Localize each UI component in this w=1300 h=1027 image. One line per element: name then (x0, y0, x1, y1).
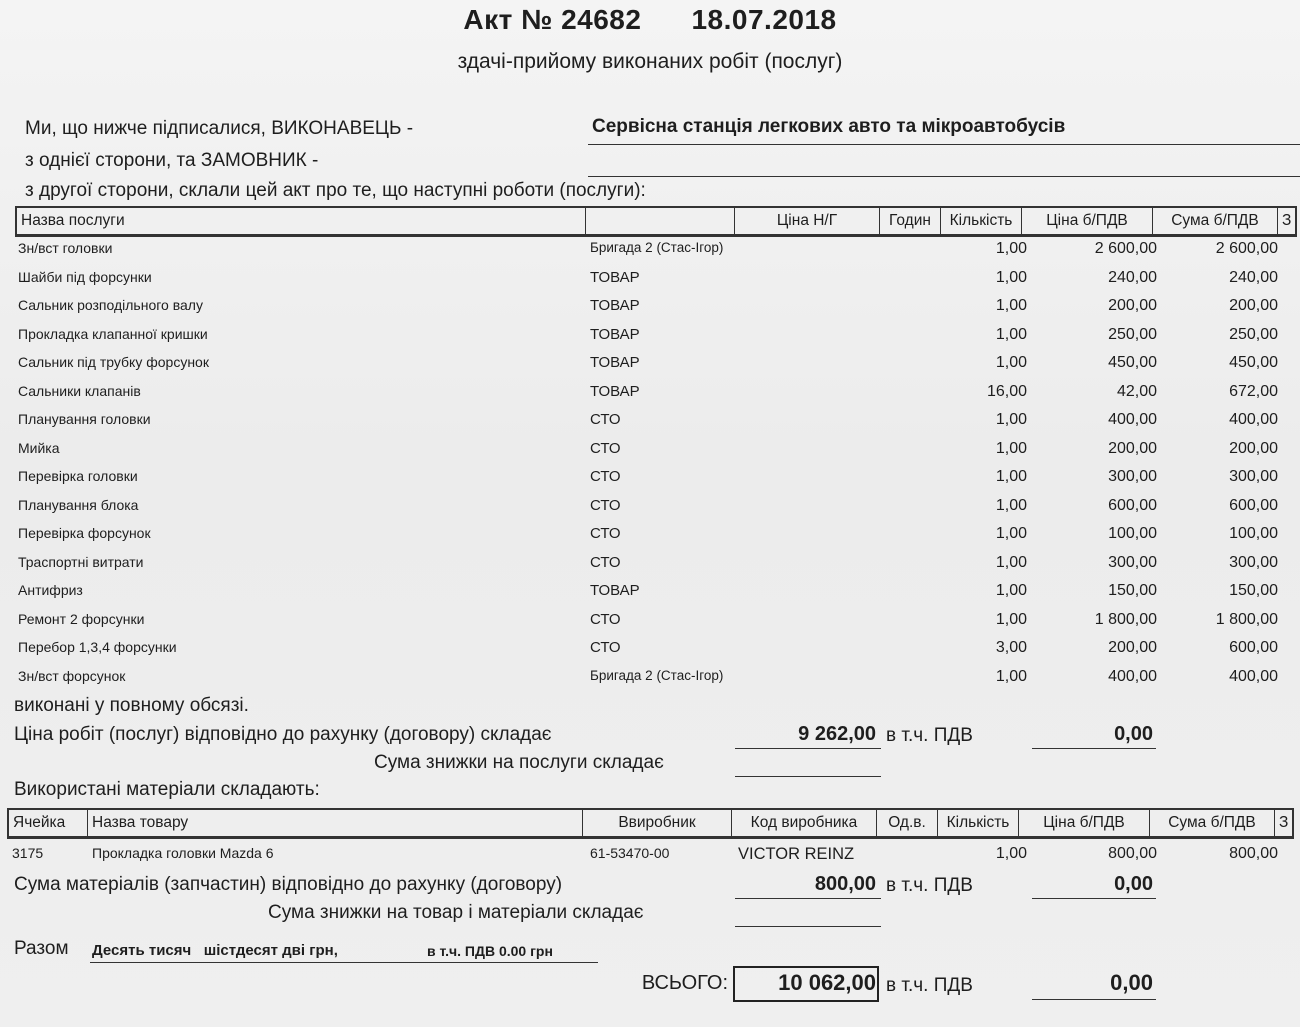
service-sum: 200,00 (1229, 297, 1278, 314)
col-blank (586, 208, 735, 235)
service-type: СТО (590, 439, 621, 457)
service-qty: 1,00 (995, 354, 1027, 371)
service-sum: 300,00 (1229, 468, 1278, 485)
customer-underline (588, 176, 1300, 177)
service-qty: 1,00 (995, 468, 1027, 485)
done-text: виконані у повному обсязі. (14, 695, 249, 716)
services-discount-underline (735, 776, 881, 777)
col-unit: Од.в. (877, 810, 938, 837)
act-number: Акт № 24682 (463, 4, 642, 35)
service-price: 400,00 (1108, 411, 1157, 428)
service-price: 200,00 (1108, 297, 1157, 314)
table-row (0, 383, 1300, 411)
service-name: Перевірка форсунок (18, 525, 151, 541)
col-m-qty: Кількість (938, 810, 1019, 837)
table-row (0, 611, 1300, 639)
service-sum: 672,00 (1229, 382, 1278, 400)
service-sum: 250,00 (1229, 325, 1278, 343)
material-qty: 1,00 (995, 845, 1027, 862)
service-price: 150,00 (1108, 582, 1157, 599)
services-vat-value: 0,00 (1114, 723, 1153, 745)
services-vat-label: в т.ч. ПДВ (886, 725, 973, 746)
service-qty: 1,00 (995, 411, 1027, 428)
service-type: Бригада 2 (Стас-Ігор) (590, 667, 724, 683)
act-date: 18.07.2018 (691, 4, 837, 35)
service-name: Мийка (18, 439, 60, 456)
intro-line-3: з другої сторони, склали цей акт про те, що наступні роботи (послуги): (25, 180, 646, 201)
materials-title: Використані матеріали складають: (14, 779, 320, 800)
service-name: Сальники клапанів (18, 382, 141, 399)
service-name: Зн/вст головки (18, 240, 113, 256)
table-row (0, 468, 1300, 496)
services-header-row (17, 208, 1296, 235)
executor-name: Сервісна станція легкових авто та мікроавтобусів (592, 116, 1066, 137)
service-qty: 1,00 (995, 525, 1027, 542)
service-qty: 1,00 (995, 297, 1027, 314)
materials-header-row (9, 810, 1293, 837)
service-sum: 240,00 (1229, 268, 1278, 286)
service-type: СТО (590, 553, 621, 571)
table-row (0, 326, 1300, 354)
col-price-ng: Ціна Н/Г (735, 208, 880, 235)
col-service-name: Назва послуги (17, 208, 586, 235)
grand-total-value: 10 062,00 (778, 970, 876, 995)
materials-row (0, 845, 1300, 873)
table-row (0, 440, 1300, 468)
table-row (0, 269, 1300, 297)
service-price: 42,00 (1116, 382, 1157, 400)
material-cell: 3175 (12, 845, 44, 861)
service-type: Бригада 2 (Стас-Ігор) (590, 240, 724, 255)
grand-total-vat-value: 0,00 (1110, 970, 1153, 995)
service-type: СТО (590, 639, 621, 656)
materials-sum-underline (735, 898, 881, 899)
services-table-header (16, 207, 1295, 235)
service-type: СТО (590, 525, 621, 542)
service-name: Сальник під трубку форсунок (18, 354, 209, 370)
service-type: СТО (590, 411, 621, 428)
service-qty: 1,00 (995, 582, 1027, 599)
materials-vat-label: в т.ч. ПДВ (886, 875, 973, 896)
col-price: Ціна б/ПДВ (1022, 208, 1153, 235)
services-discount-text: Сума знижки на послуги складає (374, 752, 664, 773)
service-price: 450,00 (1108, 354, 1157, 371)
service-name: Перебор 1,3,4 форсунки (18, 639, 177, 655)
service-qty: 1,00 (995, 240, 1027, 257)
service-type: СТО (590, 468, 621, 485)
total-words-vat: в т.ч. ПДВ 0.00 грн (427, 943, 553, 959)
intro-line-2: з однієї сторони, та ЗАМОВНИК - (25, 150, 319, 171)
materials-discount-underline (735, 926, 881, 927)
service-name: Сальник розподільного валу (18, 297, 203, 313)
service-sum: 2 600,00 (1215, 240, 1278, 257)
service-sum: 400,00 (1229, 411, 1278, 428)
service-sum: 450,00 (1229, 354, 1278, 371)
service-name: Прокладка клапанної кришки (18, 325, 208, 342)
service-price: 300,00 (1108, 468, 1157, 485)
table-row (0, 297, 1300, 325)
service-type: ТОВАР (590, 297, 640, 314)
service-sum: 200,00 (1229, 439, 1278, 457)
material-maker: 61-53470-00 (590, 845, 670, 861)
table-row (0, 354, 1300, 382)
materials-discount-text: Сума знижки на товар і матеріали складає (268, 902, 644, 923)
materials-sum-text: Сума матеріалів (запчастин) відповідно до рахунку (договору) (14, 874, 563, 895)
razom-label: Разом (14, 938, 69, 959)
services-price-text: Ціна робіт (послуг) відповідно до рахунку (договору) складає (14, 724, 552, 745)
service-price: 200,00 (1108, 439, 1157, 457)
service-sum: 600,00 (1229, 639, 1278, 656)
table-row (0, 668, 1300, 696)
services-price-underline (735, 748, 881, 749)
col-maker-code: Код виробника (732, 810, 877, 837)
col-extra: З (1278, 208, 1296, 235)
executor-underline (588, 144, 1300, 145)
service-price: 300,00 (1108, 553, 1157, 571)
service-qty: 1,00 (995, 610, 1027, 628)
service-qty: 3,00 (995, 639, 1027, 656)
materials-sum-value: 800,00 (814, 873, 876, 895)
table-row (0, 411, 1300, 439)
service-type: ТОВАР (590, 582, 640, 599)
service-qty: 1,00 (995, 553, 1027, 571)
service-name: Перевірка головки (18, 468, 138, 484)
col-m-price: Ціна б/ПДВ (1019, 810, 1150, 837)
service-price: 2 600,00 (1094, 240, 1157, 257)
service-sum: 100,00 (1229, 525, 1278, 542)
service-qty: 1,00 (995, 667, 1027, 685)
grand-total-vat-underline (1032, 999, 1156, 1000)
service-name: Шайби під форсунки (18, 268, 152, 285)
col-m-sum: Сума б/ПДВ (1150, 810, 1275, 837)
service-qty: 16,00 (986, 382, 1027, 400)
service-price: 240,00 (1108, 268, 1157, 286)
service-name: Планування блока (18, 496, 139, 513)
col-qty: Кількість (941, 208, 1022, 235)
table-row (0, 525, 1300, 553)
service-name: Ремонт 2 форсунки (18, 610, 145, 627)
service-sum: 600,00 (1229, 496, 1278, 514)
table-row (0, 639, 1300, 667)
grand-total-label: ВСЬОГО: (641, 972, 728, 994)
material-price: 800,00 (1108, 845, 1157, 862)
service-price: 600,00 (1108, 496, 1157, 514)
service-name: Траспортні витрати (18, 553, 144, 570)
act-subtitle: здачі-прийому виконаних робіт (послуг) (457, 50, 843, 73)
materials-vat-underline (1032, 898, 1156, 899)
service-sum: 400,00 (1229, 667, 1278, 685)
table-row (0, 554, 1300, 582)
materials-vat-value: 0,00 (1114, 873, 1153, 895)
service-qty: 1,00 (995, 268, 1027, 286)
col-cell: Ячейка (9, 810, 88, 837)
services-price-value: 9 262,00 (798, 723, 876, 745)
services-vat-underline (1032, 748, 1156, 749)
service-qty: 1,00 (995, 439, 1027, 457)
material-sum: 800,00 (1229, 845, 1278, 862)
service-qty: 1,00 (995, 325, 1027, 343)
service-type: СТО (590, 610, 621, 628)
table-row (0, 240, 1300, 268)
service-price: 100,00 (1108, 525, 1157, 542)
service-name: Антифриз (18, 582, 83, 598)
words-underline (90, 962, 598, 963)
col-m-extra: З (1275, 810, 1293, 837)
grand-total-vat-label: в т.ч. ПДВ (886, 975, 973, 996)
service-sum: 150,00 (1229, 582, 1278, 599)
service-type: ТОВАР (590, 268, 640, 286)
intro-line-1: Ми, що нижче підписалися, ВИКОНАВЕЦЬ - (25, 118, 414, 139)
service-name: Зн/вст форсунок (18, 667, 126, 684)
service-price: 200,00 (1108, 639, 1157, 656)
act-title (0, 4, 1300, 36)
service-type: ТОВАР (590, 382, 640, 400)
col-hours: Годин (880, 208, 941, 235)
table-row (0, 582, 1300, 610)
material-name: Прокладка головки Mazda 6 (92, 845, 274, 861)
service-qty: 1,00 (995, 496, 1027, 514)
service-price: 400,00 (1108, 667, 1157, 685)
service-type: ТОВАР (590, 325, 640, 343)
material-maker-code: VICTOR REINZ (738, 845, 855, 863)
service-type: СТО (590, 496, 621, 514)
materials-table-header (8, 809, 1292, 837)
service-type: ТОВАР (590, 354, 640, 371)
table-row (0, 497, 1300, 525)
col-sum: Сума б/ПДВ (1153, 208, 1278, 235)
col-maker: Ввиробник (583, 810, 732, 837)
col-product-name: Назва товару (88, 810, 583, 837)
service-name: Планування головки (18, 411, 151, 427)
service-sum: 1 800,00 (1215, 610, 1278, 628)
total-in-words: Десять тисяч шістдесят дві грн, (92, 942, 338, 959)
service-sum: 300,00 (1229, 553, 1278, 571)
service-price: 250,00 (1108, 325, 1157, 343)
service-price: 1 800,00 (1094, 610, 1157, 628)
